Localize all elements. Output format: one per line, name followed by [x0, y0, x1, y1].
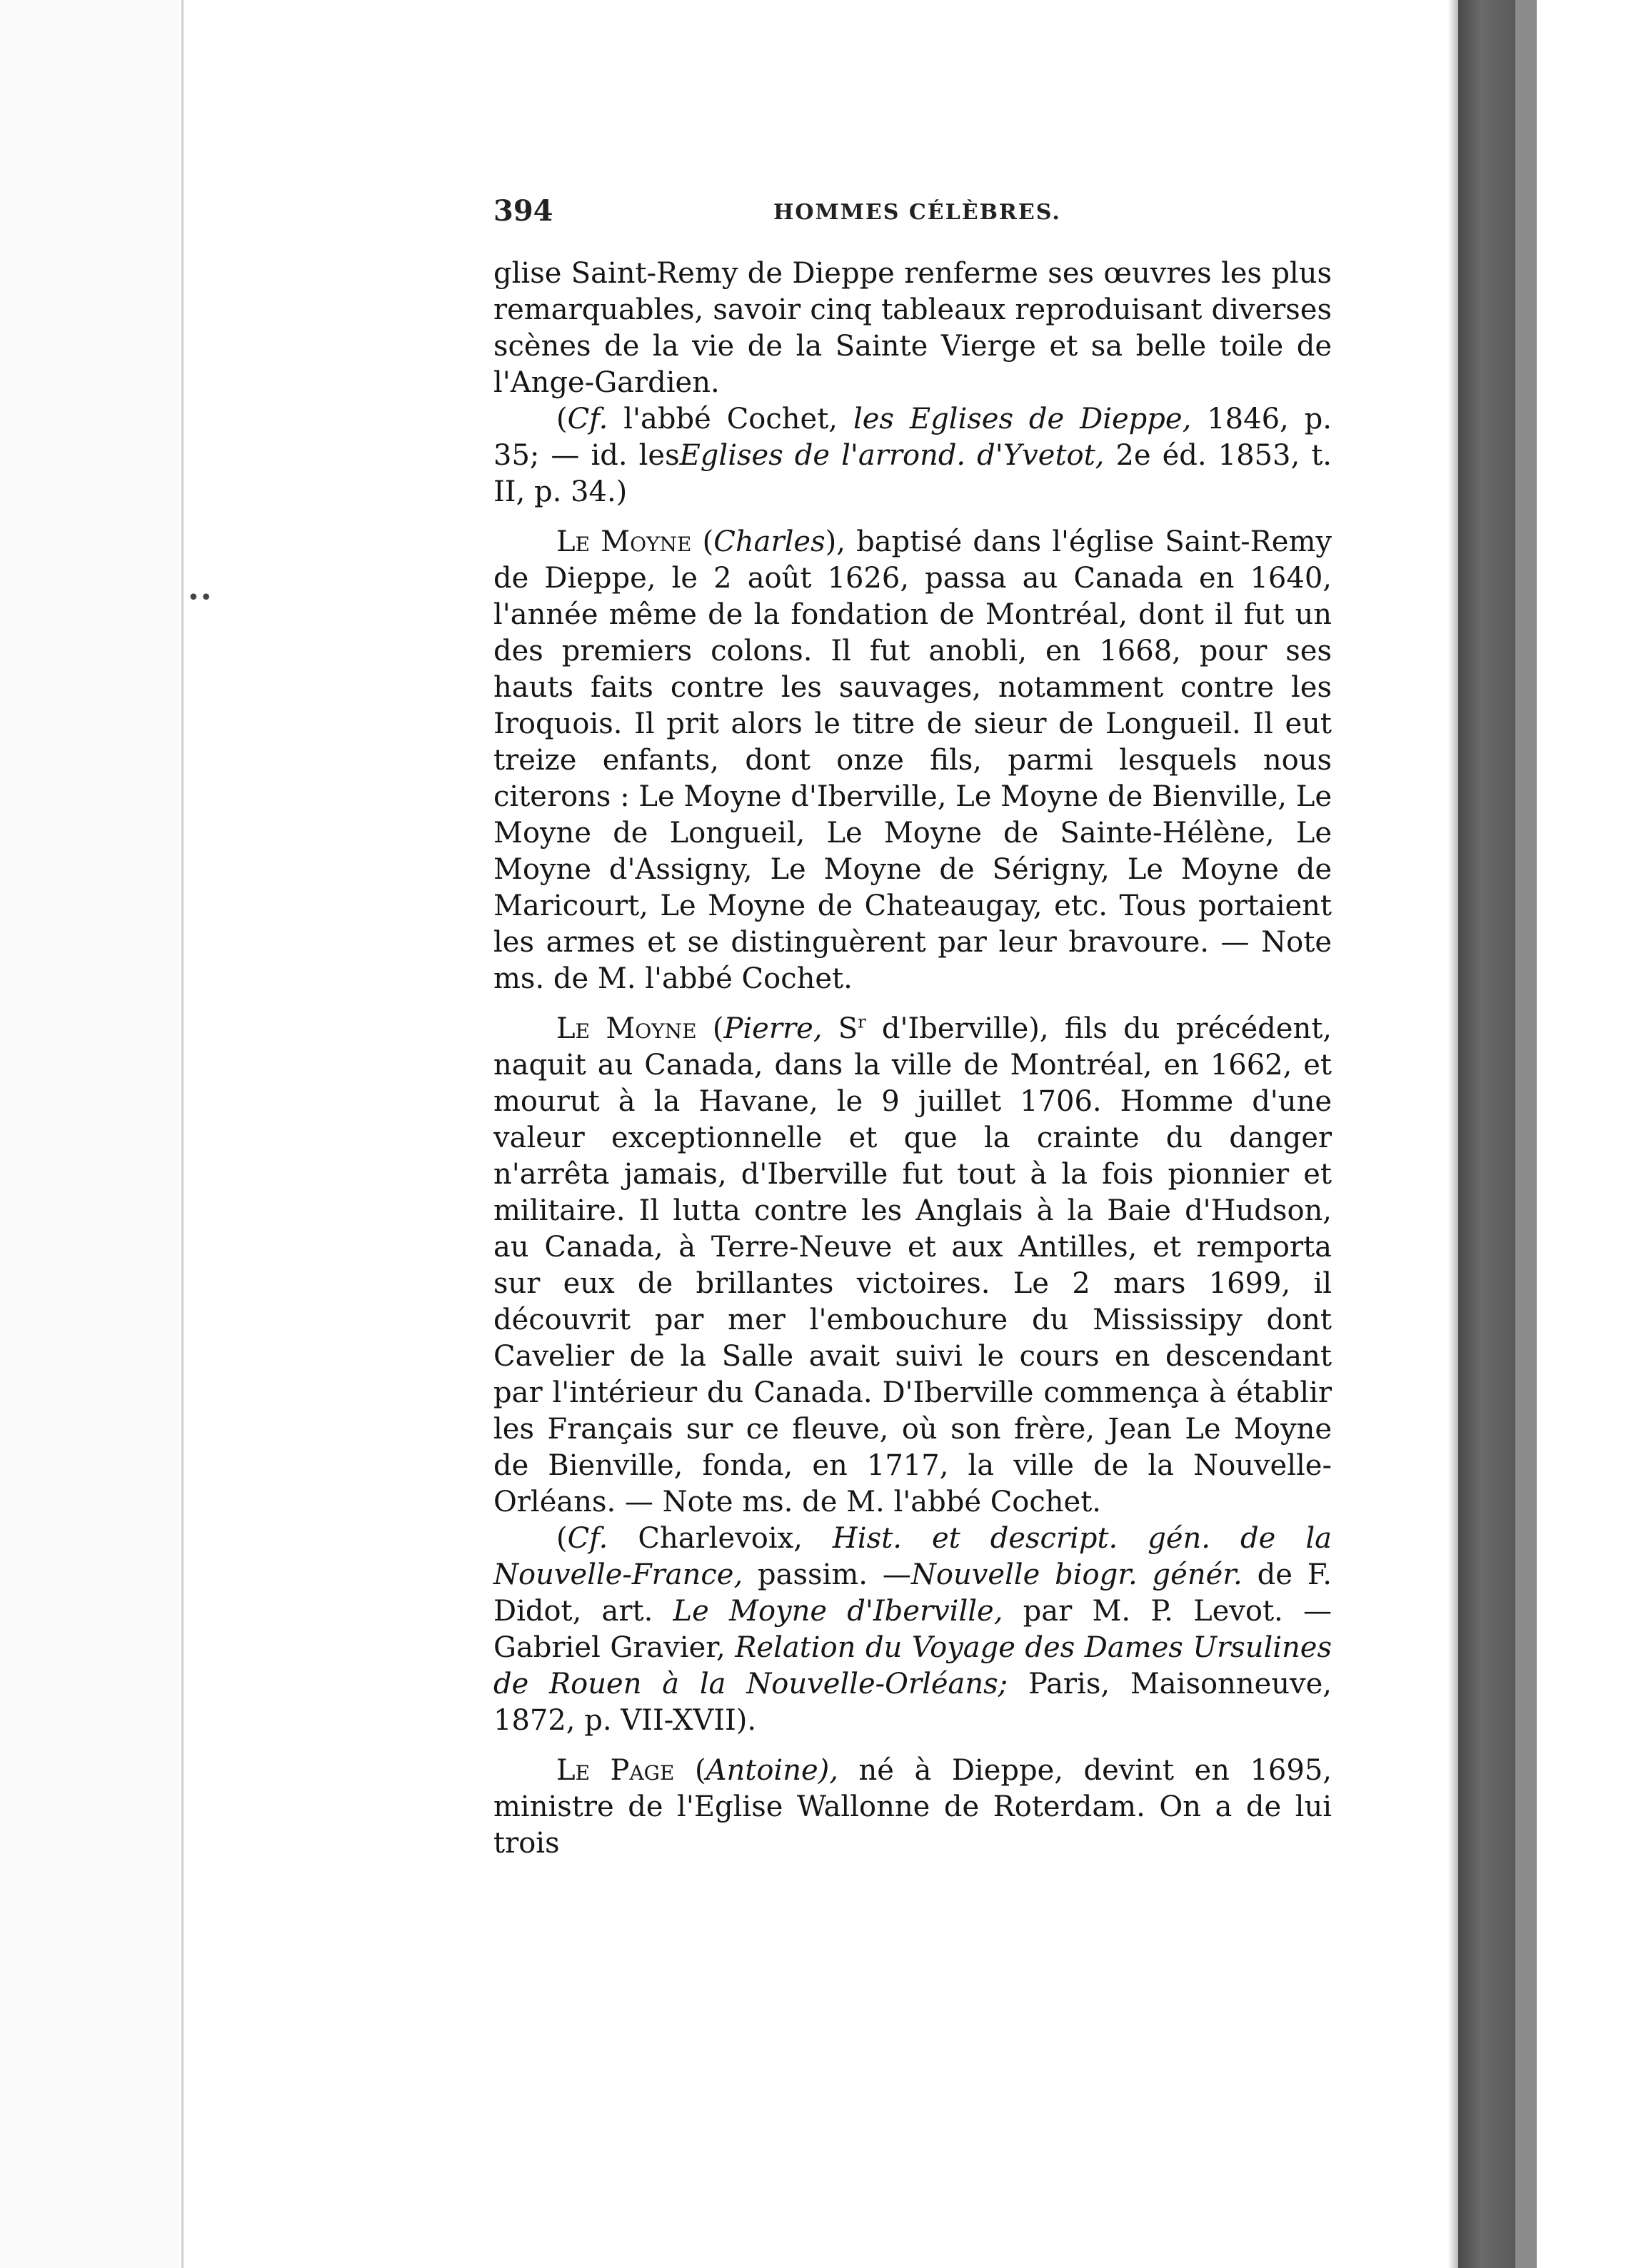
- p5-text-1: Charlevoix,: [608, 1522, 833, 1555]
- margin-mark: ••: [187, 585, 213, 610]
- p5-italic-4: Relation du Voyage des Dames Ursulines de Rouen à la Nouvelle-Orléans;: [493, 1631, 1332, 1700]
- p5-text-2: passim. —: [743, 1558, 911, 1591]
- p2-text-3: 2e éd. 1853, t. II, p. 34.): [493, 439, 1332, 508]
- body-text: [493, 256, 1332, 1862]
- entry-le-moyne-charles: [493, 524, 1332, 997]
- binding-edge-grey: [1515, 0, 1537, 2268]
- p4-text-2: S: [822, 1012, 858, 1045]
- entry-name: Le Moyne: [556, 525, 692, 558]
- p1-text: glise Saint-Remy de Dieppe renferme ses œuvres les plus remarquables, savoir cinq tableaux reproduisant diverses scènes de la vie de la Sainte Vierge et sa belle toile de l'Ange-Gardien.: [493, 257, 1332, 399]
- p5-italic-2: Nouvelle biogr. génér.: [910, 1558, 1243, 1591]
- p5-text-5: Paris, Maisonneuve, 1872, p. VII-XVII).: [493, 1668, 1333, 1737]
- p3-text-1: (: [691, 525, 714, 558]
- paragraph-gap: [493, 510, 1332, 524]
- p5-text-3: de F. Didot, art.: [493, 1558, 1333, 1628]
- paragraph-gap: [493, 1739, 1332, 1753]
- p2-text-1: l'abbé Cochet,: [608, 403, 853, 435]
- p4-text-1: (: [696, 1012, 724, 1045]
- citation-cochet: [493, 401, 1332, 510]
- paragraph-continuation: [493, 256, 1332, 401]
- p2-open: (: [556, 403, 568, 435]
- page-number: 394: [493, 194, 553, 228]
- running-title: HOMMES CÉLÈBRES.: [773, 200, 1061, 225]
- entry-le-moyne-pierre: [493, 1011, 1332, 1521]
- p5-text-4: par M. P. Levot. — Gabriel Gravier,: [493, 1595, 1332, 1664]
- entry-le-page-antoine: [493, 1753, 1332, 1862]
- p6-text-1: (: [674, 1754, 706, 1787]
- entry-name: Le Moyne: [556, 1012, 697, 1045]
- p4-text-3: d'Iberville), fils du précédent, naquit au Canada, dans la ville de Montréal, en 1662, et mourut à la Havane, le 9 juillet 1706. Homme d'une valeur exceptionnelle et que la crainte du danger n'arrêta jamais, d'Iberville fut tout à la fois pionnier et militaire. Il lutta contre les Anglais à la Baie d'Hudson, au Canada, à Terre-Neuve et aux Antilles, et remporta sur eux de brillantes victoires. Le 2 mars 1699, il découvrit par mer l'embouchure du Mississipy dont Cavelier de la Salle avait suivi le cours en descendant par l'intérieur du Canada. D'Iberville commença à établir les Français sur ce fleuve, où son frère, Jean Le Moyne de Bienville, fonda, en 1717, la ville de la Nouvelle-Orléans. — Note ms. de M. l'abbé Cochet.: [493, 1012, 1333, 1518]
- p2-italic-2: Eglises de l'arrond. d'Yvetot,: [679, 439, 1105, 472]
- p4-italic-1: Pierre,: [723, 1012, 823, 1045]
- p2-italic-1: les Eglises de Dieppe,: [853, 403, 1192, 435]
- entry-name: Le Page: [556, 1754, 675, 1787]
- citation-charlevoix: [493, 1521, 1332, 1739]
- gutter-line: [181, 0, 184, 2268]
- p5-open: (: [556, 1522, 568, 1555]
- p6-italic-1: Antoine),: [706, 1754, 838, 1787]
- scan-right-margin: [1537, 0, 1631, 2268]
- p4-superscript: r: [858, 1012, 866, 1032]
- p3-text-2: ), baptisé dans l'église Saint-Remy de Dieppe, le 2 août 1626, passa au Canada en 1640, l'année même de la fondation de Montréal, dont il fut un des premiers colons. Il fut anobli, en 1668, pour ses hauts faits contre les sauvages, notamment contre les Iroquois. Il prit alors le titre de sieur de Longueil. Il eut treize enfants, dont onze fils, parmi lesquels nous citerons : Le Moyne d'Iberville, Le Moyne de Bienville, Le Moyne de Longueil, Le Moyne de Sainte-Hélène, Le Moyne d'Assigny, Le Moyne de Sérigny, Le Moyne de Maricourt, Le Moyne de Chateaugay, etc. Tous portaient les armes et se distinguèrent par leur bravoure. — Note ms. de M. l'abbé Cochet.: [493, 525, 1332, 995]
- p3-italic-1: Charles: [713, 525, 825, 558]
- p5-italic-3: Le Moyne d'Iberville,: [673, 1595, 1003, 1628]
- page-edge-shadow: [1448, 0, 1458, 2268]
- p5-italic-1: Hist. et descript. gén. de la Nouvelle-France,: [493, 1522, 1332, 1591]
- p5-cf: Cf.: [567, 1522, 608, 1555]
- p2-cf: Cf.: [567, 403, 608, 435]
- binding-edge-dark: [1458, 0, 1515, 2268]
- p6-text-2: né à Dieppe, devint en 1695, ministre de l'Eglise Wallonne de Roterdam. On a de lui trois: [493, 1754, 1332, 1860]
- running-header: [493, 194, 1332, 237]
- paragraph-gap: [493, 997, 1332, 1011]
- scan-left-margin: [0, 0, 179, 2268]
- p2-text-2: 1846, p. 35; — id. les: [493, 403, 1332, 472]
